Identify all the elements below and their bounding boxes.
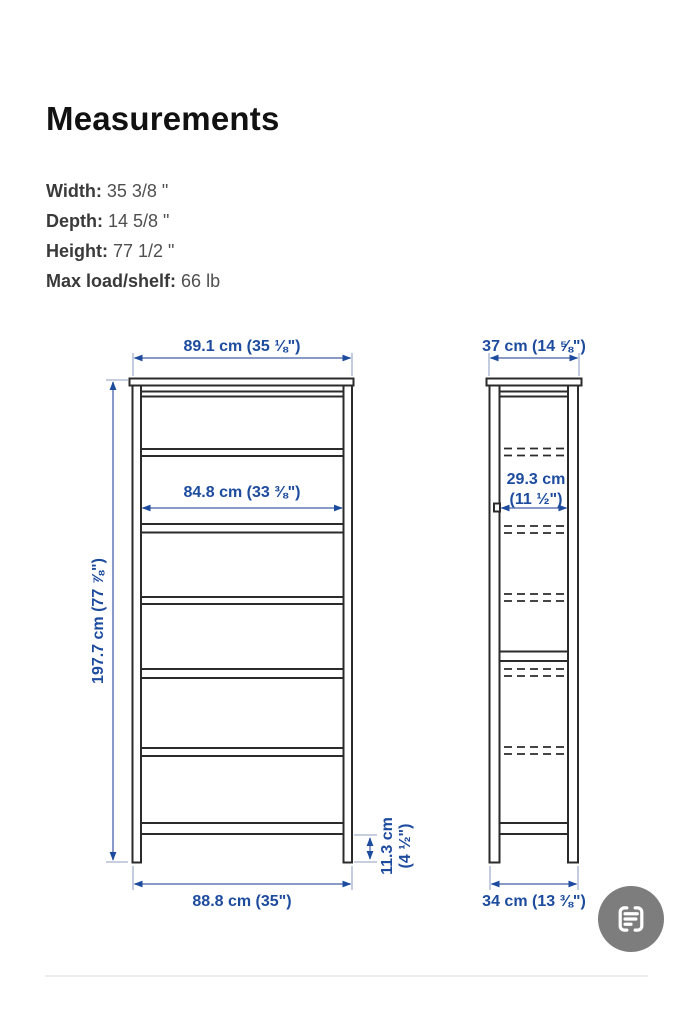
spec-value: 66 lb [181, 271, 221, 291]
dim-front-inner-width [143, 484, 343, 508]
dim-label-side-bottom-depth: 34 cm (13 ⅜") [482, 893, 586, 910]
dim-label-front-inner-width: 84.8 cm (33 ⅜") [183, 484, 301, 501]
spec-value: 77 1/2 " [113, 241, 175, 261]
dim-side-top-depth [482, 338, 586, 376]
scan-icon [608, 896, 654, 942]
dim-label-side-top-depth: 37 cm (14 ⅝") [482, 338, 586, 355]
dim-label-front-top-width: 89.1 cm (35 ⅛") [183, 338, 301, 355]
bookcase-side-view [487, 379, 582, 863]
dim-label-side-inner-depth-cm: 29.3 cm [506, 471, 566, 488]
dim-front-top-width [133, 338, 352, 376]
dim-side-inner-depth [502, 471, 567, 508]
spec-label: Max load/shelf: [46, 271, 177, 291]
spec-label: Width: [46, 181, 102, 201]
dim-side-bottom-depth [482, 866, 586, 910]
spec-value: 35 3/8 " [106, 181, 169, 201]
dim-front-plinth-height [354, 817, 414, 875]
bookcase-front-view [130, 379, 354, 863]
page-title: Measurements [46, 100, 280, 137]
spec-label: Height: [46, 241, 108, 261]
section-divider [45, 975, 648, 977]
dim-label-front-bottom-width: 88.8 cm (35") [192, 893, 292, 910]
spec-value: 14 5/8 " [108, 211, 170, 231]
dim-label-side-inner-depth-in: (11 ½") [509, 491, 563, 508]
scan-button[interactable] [598, 886, 664, 952]
dim-label-plinth-height-in: (4 ½") [397, 823, 414, 869]
dim-label-front-height: 197.7 cm (77 ⅞") [90, 558, 107, 684]
spec-label: Depth: [46, 211, 103, 231]
dim-front-bottom-width [133, 866, 352, 910]
dim-front-height [90, 380, 128, 862]
dim-label-plinth-height-cm: 11.3 cm [379, 817, 396, 875]
